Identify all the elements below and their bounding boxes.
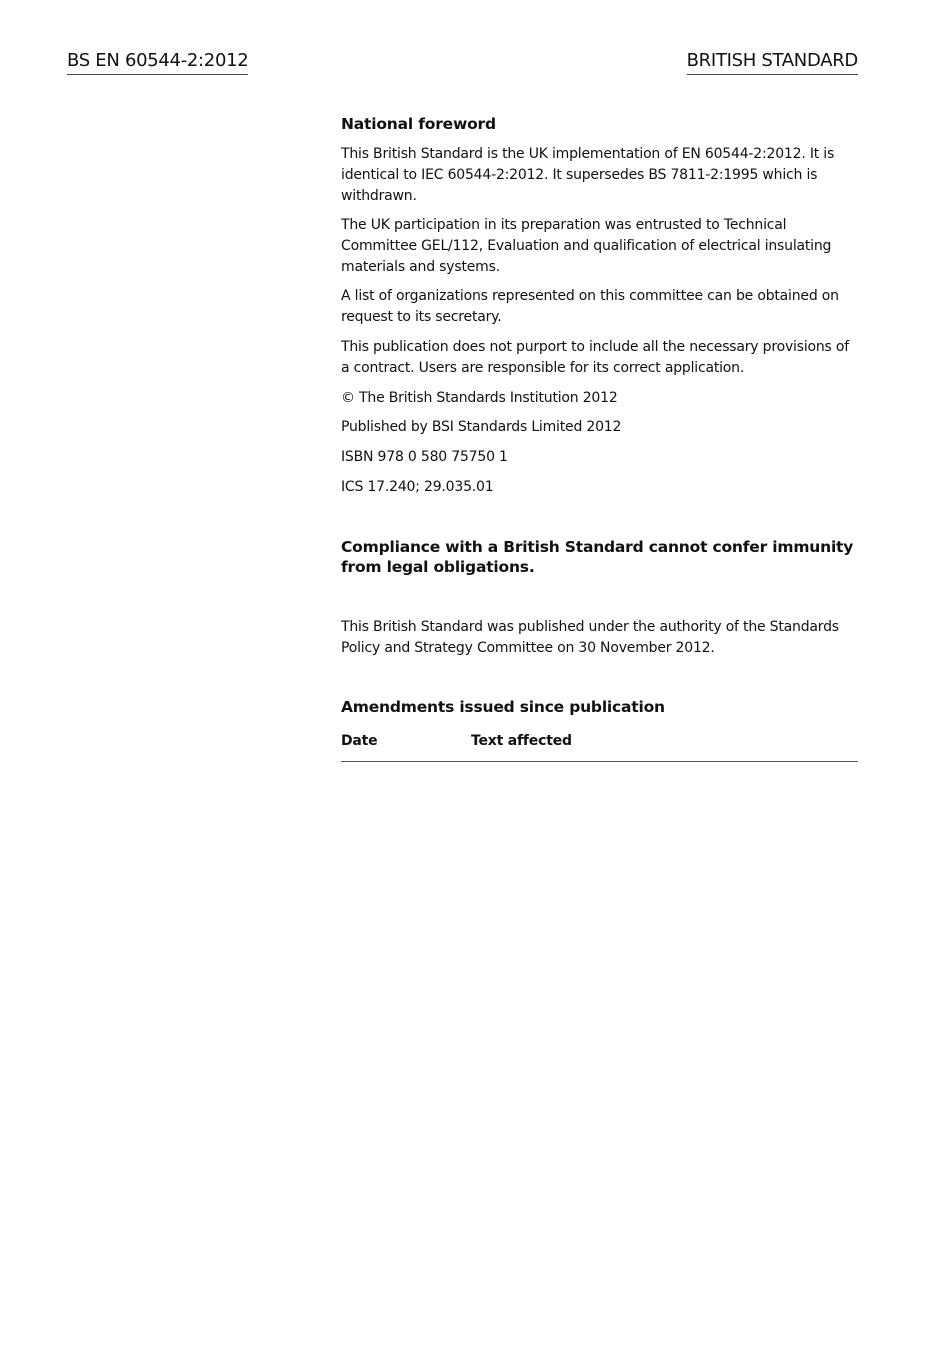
column-date: Date [341,733,378,749]
document-code: BS EN 60544-2:2012 [67,50,248,75]
compliance-notice: Compliance with a British Standard cannot confer immunity from legal obligations. [341,538,854,576]
isbn: ISBN 978 0 580 75750 1 [341,449,508,465]
column-text-affected: Text affected [471,733,572,749]
amendments-table-header [341,733,858,762]
amendments-title: Amendments issued since publication [341,698,665,716]
foreword-paragraph: This publication does not purport to include all the necessary provisions of a contract. Users are responsible for its correct application. [341,339,849,376]
ics: ICS 17.240; 29.035.01 [341,479,494,495]
foreword-paragraph: This British Standard is the UK implementation of EN 60544-2:2012. It is identical to IEC 60544-2:2012. It supersedes BS 7811-2:1995 which is withdrawn. [341,146,835,204]
authority-statement: This British Standard was published under the authority of the Standards Policy and Strategy Committee on 30 November 2012. [341,619,839,656]
publisher: Published by BSI Standards Limited 2012 [341,419,622,435]
standard-label: BRITISH STANDARD [687,50,858,75]
foreword-title: National foreword [341,115,496,133]
foreword-paragraph: A list of organizations represented on this committee can be obtained on request to its secretary. [341,288,839,325]
copyright: © The British Standards Institution 2012 [341,390,618,406]
foreword-paragraph: The UK participation in its preparation was entrusted to Technical Committee GEL/112, Evaluation and qualification of electrical insulating materials and systems. [341,217,832,275]
